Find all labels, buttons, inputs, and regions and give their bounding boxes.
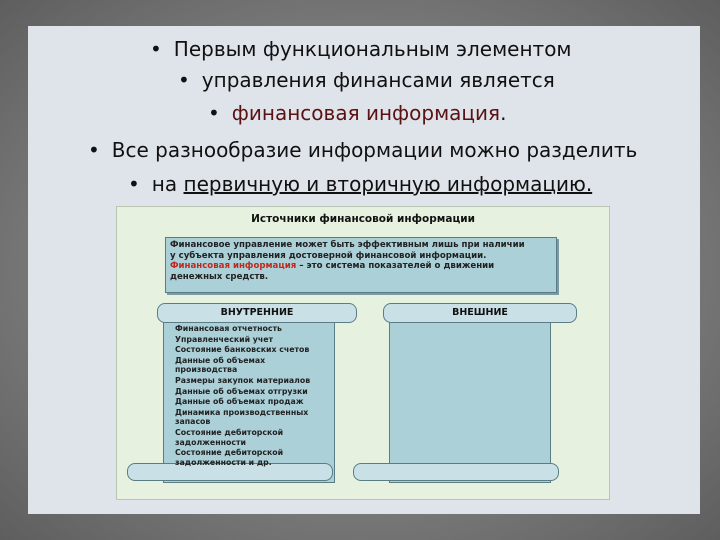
list-item: Данные об объемах производства [175, 355, 266, 375]
bullet-text: . [500, 101, 507, 125]
bullet-dot: • [178, 68, 190, 92]
list-item: Финансовая отчетность [175, 324, 282, 333]
list-item: Управленческий учет [175, 334, 273, 344]
definition-rest: – это система показателей о движении [296, 261, 495, 271]
bullet-line-5 [128, 171, 592, 197]
definition-box [165, 237, 557, 293]
bullet-dot: • [88, 138, 100, 162]
definition-line: Финансовое управление может быть эффективным лишь при наличии [170, 240, 525, 250]
external-scroll [389, 311, 551, 483]
definition-line [170, 261, 552, 272]
external-header: ВНЕШНИЕ [383, 303, 577, 323]
bullet-dot: • [128, 172, 140, 196]
bullet-text-highlight: финансовая информация [231, 101, 501, 125]
internal-items-list [175, 324, 325, 468]
definition-line: денежных средств. [170, 271, 269, 282]
bullet-line-2 [178, 67, 555, 93]
definition-line: у субъекта управления достоверной финансовой информации. [170, 250, 487, 261]
bullet-dot: • [208, 101, 220, 125]
bullet-text-underlined: первичную и вторичную информацию. [183, 172, 593, 196]
bullet-line-3 [208, 100, 506, 126]
bullet-text: на [151, 172, 184, 196]
bullet-text: Все разнообразие информации можно разделить [111, 138, 638, 162]
bullet-text: управления финансами является [201, 68, 555, 92]
list-item: Состояние дебиторской задолженности [175, 427, 284, 447]
list-item: Состояние дебиторской задолженности и др. [175, 448, 284, 467]
figure-title: Источники финансовой информации [251, 213, 475, 225]
list-item: Данные об объемах отгрузки [175, 386, 308, 396]
bullet-text: Первым функциональным элементом [173, 37, 572, 61]
finance-sources-figure [116, 206, 610, 500]
bullet-line-4 [88, 137, 637, 163]
definition-accent: Финансовая информация [170, 261, 297, 271]
list-item: Данные об объемах продаж [175, 397, 304, 407]
bullet-line-1 [150, 36, 572, 62]
list-item: Размеры закупок материалов [175, 375, 311, 385]
bullet-dot: • [150, 37, 162, 61]
list-item: Состояние банковских счетов [175, 345, 310, 355]
list-item: Динамика производственных запасов [175, 407, 309, 427]
external-scroll-foot [353, 463, 559, 481]
internal-header: ВНУТРЕННИЕ [157, 303, 357, 323]
